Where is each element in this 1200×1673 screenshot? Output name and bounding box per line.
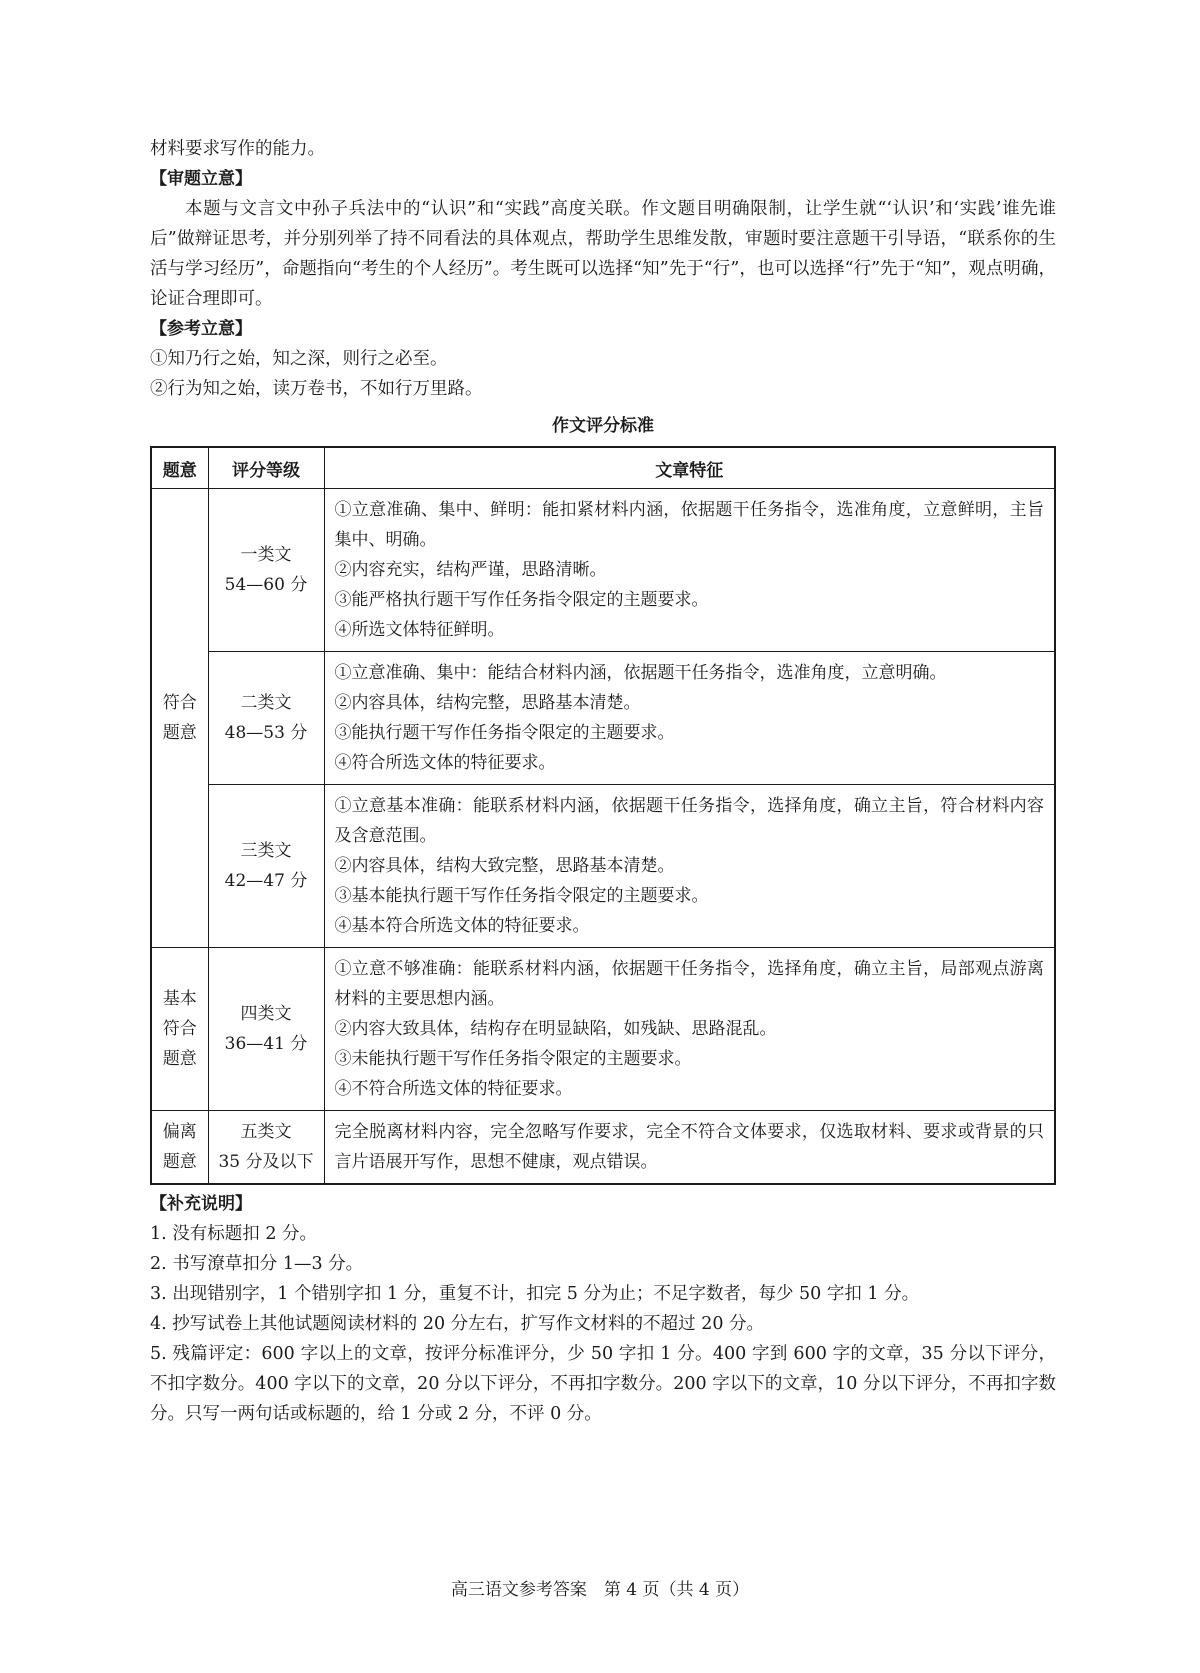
grading-table [150, 446, 1056, 1185]
level-cell [208, 489, 324, 652]
level-name: 五类文 [240, 1122, 292, 1142]
table-row [151, 652, 1055, 785]
table-row [151, 1111, 1055, 1185]
table-row [151, 785, 1055, 948]
analysis-paragraph: 本题与文言文中孙子兵法中的“认识”和“实践”高度关联。作文题目明确限制，让学生就“‘认识’和‘实践’谁先谁后”做辩证思考，并分别列举了持不同看法的具体观点，帮助学生思维发散，审题时要注意题干引导语，“联系你的生活与学习经历”，命题指向“考生的个人经历”。考生既可以选择“知”先于“行”，也可以选择“行”先于“知”，观点明确，论证合理即可。 [150, 199, 1056, 309]
supplement-item: 3. 出现错别字，1 个错别字扣 1 分，重复不计，扣完 5 分为止；不足字数者，每少 50 字扣 1 分。 [150, 1284, 920, 1304]
level-score: 48—53 分 [224, 723, 308, 743]
level-score: 42—47 分 [224, 871, 308, 891]
reference-item: ①知乃行之始，知之深，则行之必至。 [150, 349, 448, 369]
table-header-row [151, 447, 1055, 489]
features-cell: ①立意不够准确：能联系材料内涵，依据题干任务指令，选择角度，确立主旨，局部观点游离材料的主要思想内涵。 ②内容大致具体，结构存在明显缺陷，如残缺、思路混乱。 ③未能执行题干写作任务指令限定的主题要求。 ④不符合所选文体的特征要求。 [324, 948, 1055, 1111]
header-features: 文章特征 [324, 447, 1055, 489]
level-name: 三类文 [240, 841, 292, 861]
supplement-item: 1. 没有标题扣 2 分。 [150, 1224, 318, 1244]
level-cell [208, 948, 324, 1111]
level-cell [208, 785, 324, 948]
features-cell: ①立意基本准确：能联系材料内涵，依据题干任务指令，选择角度，确立主旨，符合材料内容及含意范围。 ②内容具体，结构大致完整，思路基本清楚。 ③基本能执行题干写作任务指令限定的主题要求。 ④基本符合所选文体的特征要求。 [324, 785, 1055, 948]
level-cell [208, 1111, 324, 1185]
header-category: 题意 [151, 447, 208, 489]
level-name: 四类文 [240, 1004, 292, 1024]
category-cell: 基本 符合 题意 [151, 948, 208, 1111]
features-cell: ①立意准确、集中、鲜明：能扣紧材料内涵，依据题干任务指令，选准角度，立意鲜明，主旨集中、明确。 ②内容充实，结构严谨，思路清晰。 ③能严格执行题干写作任务指令限定的主题要求。 ④所选文体特征鲜明。 [324, 489, 1055, 652]
header-level: 评分等级 [208, 447, 324, 489]
section-heading-reference: 【参考立意】 [150, 319, 252, 339]
category-cell: 偏离 题意 [151, 1111, 208, 1185]
answer-page [150, 134, 1056, 1429]
section-heading-supplement: 【补充说明】 [150, 1194, 252, 1214]
table-row [151, 948, 1055, 1111]
supplement-item: 4. 抄写试卷上其他试题阅读材料的 20 分左右，扩写作文材料的不超过 20 分。 [150, 1314, 765, 1334]
features-cell: ①立意准确、集中：能结合材料内涵，依据题干任务指令，选准角度，立意明确。 ②内容具体，结构完整，思路基本清楚。 ③能执行题干写作任务指令限定的主题要求。 ④符合所选文体的特征要求。 [324, 652, 1055, 785]
level-score: 35 分及以下 [218, 1152, 314, 1172]
supplement-item: 5. 残篇评定：600 字以上的文章，按评分标准评分，少 50 字扣 1 分。400 字到 600 字的文章，35 分以下评分，不扣字数分。400 字以下的文章，20 分以下评分，不再扣字数分。200 字以下的文章，10 分以下评分，不再扣字数分。只写一两句话或标题的，给 1 分或 2 分，不评 0 分。 [150, 1344, 1056, 1424]
level-score: 36—41 分 [224, 1034, 308, 1054]
level-name: 一类文 [240, 545, 292, 565]
level-score: 54—60 分 [224, 575, 308, 595]
reference-item: ②行为知之始，读万卷书，不如行万里路。 [150, 379, 483, 399]
table-row [151, 489, 1055, 652]
level-cell [208, 652, 324, 785]
section-heading-analysis: 【审题立意】 [150, 169, 252, 189]
page-footer: 高三语文参考答案 第 4 页（共 4 页） [450, 1580, 750, 1600]
level-name: 二类文 [240, 693, 292, 713]
category-cell: 符合 题意 [151, 489, 208, 948]
table-title: 作文评分标准 [552, 416, 654, 436]
supplement-item: 2. 书写潦草扣分 1—3 分。 [150, 1254, 364, 1274]
features-cell: 完全脱离材料内容，完全忽略写作要求，完全不符合文体要求，仅选取材料、要求或背景的只言片语展开写作，思想不健康，观点错误。 [324, 1111, 1055, 1185]
intro-tail: 材料要求写作的能力。 [150, 139, 325, 159]
